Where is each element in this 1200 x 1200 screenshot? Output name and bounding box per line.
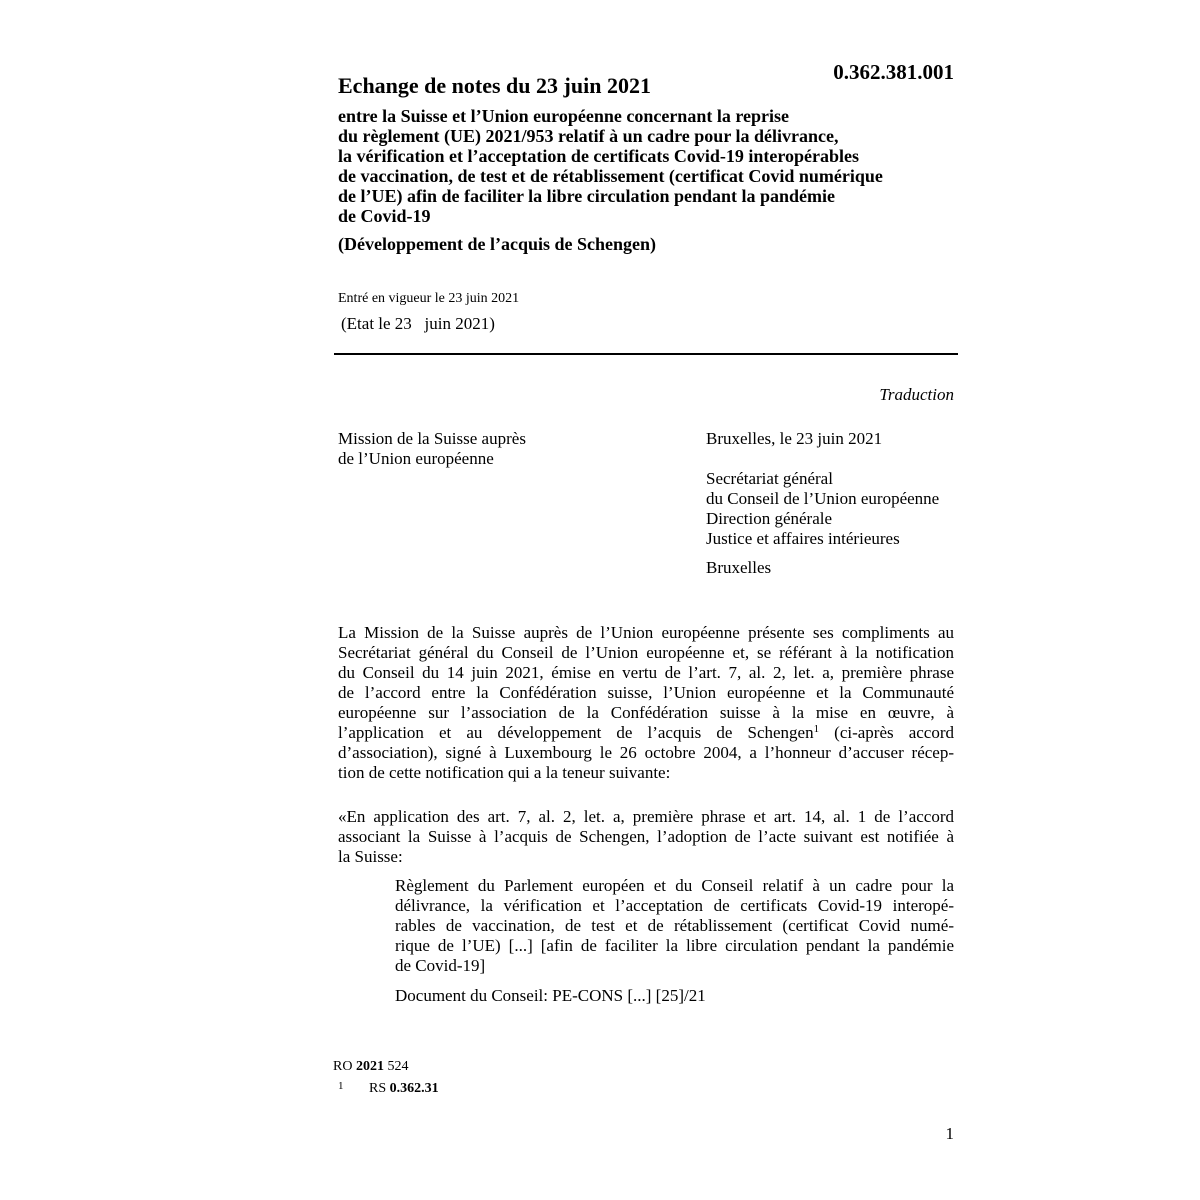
recipient-line: Justice et affaires intérieures bbox=[706, 529, 900, 548]
translation-label: Traduction bbox=[879, 385, 954, 404]
schengen-development-note: (Développement de l’acquis de Schengen) bbox=[338, 234, 656, 254]
sender-block bbox=[338, 429, 526, 469]
quote-line: de Covid-19] bbox=[395, 956, 486, 975]
quoted-regulation bbox=[395, 876, 954, 976]
quote-line: rables de vaccination, de test et de rétablissement (certificat Covid numé- bbox=[395, 916, 954, 935]
header-divider bbox=[334, 353, 958, 355]
recipient-line: du Conseil de l’Union européenne bbox=[706, 489, 940, 508]
subtitle-line: de l’UE) afin de faciliter la libre circulation pendant la pandémie bbox=[338, 186, 835, 206]
quote-line: délivrance, la vérification et l’acceptation de certificats Covid-19 interopé- bbox=[395, 896, 954, 915]
paragraph-line: européenne sur l’association de la Confédération suisse à la mise en œuvre, à bbox=[338, 703, 954, 722]
sender-line: de l’Union européenne bbox=[338, 449, 494, 468]
document-subtitle bbox=[338, 106, 968, 226]
ro-year: 2021 bbox=[355, 1059, 384, 1074]
ro-prefix: RO bbox=[333, 1059, 356, 1074]
footnote bbox=[338, 1080, 439, 1097]
line-text: (ci-après accord bbox=[819, 723, 954, 742]
quote-line: Règlement du Parlement européen et du Conseil relatif à un cadre pour la bbox=[395, 876, 954, 895]
paragraph-line: La Mission de la Suisse auprès de l’Union européenne présente ses compliments au bbox=[338, 623, 954, 642]
paragraph-line: Secrétariat général du Conseil de l’Union européenne et, se référant à la notification bbox=[338, 643, 954, 662]
subtitle-line: du règlement (UE) 2021/953 relatif à un cadre pour la délivrance, bbox=[338, 126, 839, 146]
state-date: (Etat le 23 juin 2021) bbox=[341, 314, 495, 333]
footnote-marker: 1 bbox=[813, 723, 820, 735]
footnote-number: 1 bbox=[338, 1080, 344, 1092]
entry-into-force: Entré en vigueur le 23 juin 2021 bbox=[338, 291, 520, 306]
footnote-ref: 0.362.31 bbox=[389, 1081, 439, 1096]
ro-reference bbox=[333, 1059, 408, 1075]
body-paragraph-2 bbox=[338, 807, 954, 867]
sender-line: Mission de la Suisse auprès bbox=[338, 429, 526, 448]
subtitle-line: la vérification et l’acceptation de certificats Covid-19 interopérables bbox=[338, 146, 860, 166]
quote-line: rique de l’UE) [...] [afin de faciliter la libre circulation pendant la pandémie bbox=[395, 936, 954, 955]
paragraph-line: du Conseil du 14 juin 2021, émise en vertu de l’art. 7, al. 2, let. a, première phrase bbox=[338, 663, 954, 682]
recipient-city: Bruxelles bbox=[706, 558, 772, 577]
recipient-line: Secrétariat général bbox=[706, 469, 833, 488]
paragraph-line: d’association), signé à Luxembourg le 26 octobre 2004, a l’honneur d’accuser récep- bbox=[338, 743, 954, 762]
line-text: l’application et au développement de l’acquis de Schengen bbox=[338, 723, 814, 742]
body-paragraph-1 bbox=[338, 623, 954, 783]
page-number: 1 bbox=[945, 1124, 954, 1143]
ro-page: 524 bbox=[383, 1059, 409, 1074]
paragraph-line: de l’accord entre la Confédération suisse, l’Union européenne et la Communauté bbox=[338, 683, 954, 702]
document-number: 0.362.381.001 bbox=[833, 60, 954, 84]
subtitle-line: de vaccination, de test et de rétablissement (certificat Covid numérique bbox=[338, 166, 883, 186]
subtitle-line: entre la Suisse et l’Union européenne concernant la reprise bbox=[338, 106, 789, 126]
council-document-reference: Document du Conseil: PE-CONS [...] [25]/21 bbox=[395, 986, 706, 1005]
paragraph-line: tion de cette notification qui a la teneur suivante: bbox=[338, 763, 671, 782]
document-title: Echange de notes du 23 juin 2021 bbox=[338, 73, 651, 98]
footnote-prefix: RS bbox=[369, 1081, 390, 1096]
recipient-line: Direction générale bbox=[706, 509, 833, 528]
paragraph-line: la Suisse: bbox=[338, 847, 403, 866]
subtitle-line: de Covid-19 bbox=[338, 206, 431, 226]
paragraph-line: «En application des art. 7, al. 2, let. a, première phrase et art. 14, al. 1 de l’accord bbox=[338, 807, 954, 826]
place-date: Bruxelles, le 23 juin 2021 bbox=[706, 429, 883, 448]
recipient-block bbox=[706, 469, 939, 549]
paragraph-line bbox=[338, 723, 954, 743]
paragraph-line: associant la Suisse à l’acquis de Schengen, l’adoption de l’acte suivant est notifiée à bbox=[338, 827, 954, 846]
